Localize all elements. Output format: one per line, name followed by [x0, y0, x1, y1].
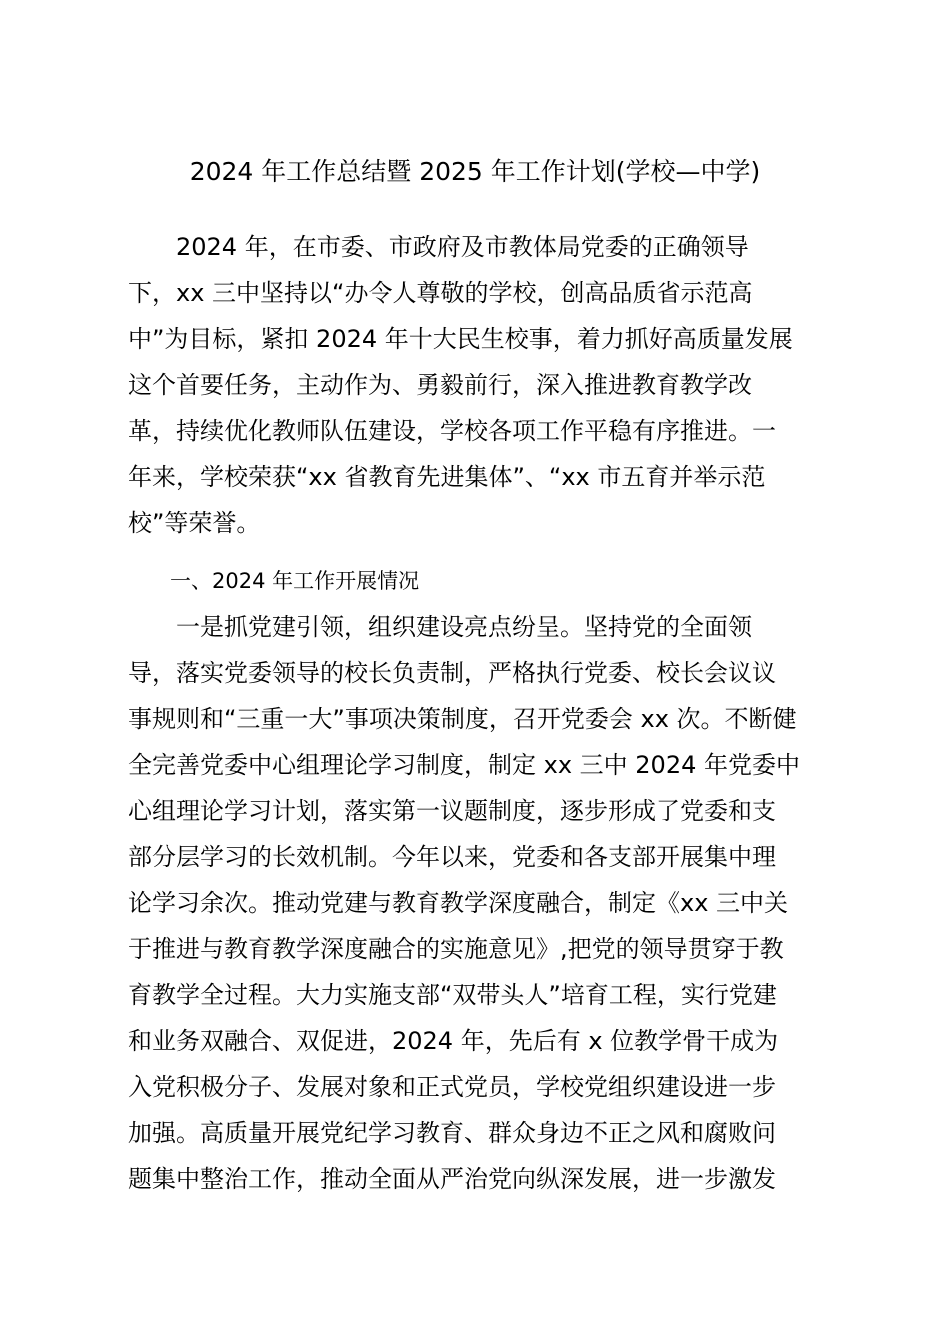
intro-line: 校”等荣誉。 — [128, 509, 261, 537]
section-line: 全完善党委中心组理论学习制度，制定 xx 三中 2024 年党委中 — [128, 751, 800, 779]
intro-line: 这个首要任务，主动作为、勇毅前行，深入推进教育教学改 — [128, 371, 752, 399]
intro-line: 年来，学校荣获“xx 省教育先进集体”、“xx 市五育并举示范 — [128, 463, 766, 491]
section-line: 于推进与教育教学深度融合的实施意见》,把党的领导贯穿于教 — [128, 935, 784, 963]
intro-line: 下，xx 三中坚持以“办令人尊敬的学校，创高品质省示范高 — [128, 279, 753, 307]
section-line: 一是抓党建引领，组织建设亮点纷呈。坚持党的全面领 — [128, 613, 752, 641]
section-line: 题集中整治工作，推动全面从严治党向纵深发展，进一步激发 — [128, 1165, 776, 1193]
section-line: 和业务双融合、双促进，2024 年，先后有 x 位教学骨干成为 — [128, 1027, 779, 1055]
section-line: 加强。高质量开展党纪学习教育、群众身边不正之风和腐败问 — [128, 1119, 776, 1147]
intro-line: 中”为目标，紧扣 2024 年十大民生校事，着力抓好高质量发展 — [128, 325, 793, 353]
section-line: 部分层学习的长效机制。今年以来，党委和各支部开展集中理 — [128, 843, 776, 871]
document-body — [128, 224, 832, 1202]
intro-line: 革，持续优化教师队伍建设，学校各项工作平稳有序推进。一 — [128, 417, 776, 445]
section-line: 论学习余次。推动党建与教育教学深度融合，制定《xx 三中关 — [128, 889, 789, 917]
section-line: 导，落实党委领导的校长负责制，严格执行党委、校长会议议 — [128, 659, 776, 687]
section-line: 事规则和“三重一大”事项决策制度，召开党委会 xx 次。不断健 — [128, 705, 797, 733]
section-line: 心组理论学习计划，落实第一议题制度，逐步形成了党委和支 — [128, 797, 776, 825]
section-heading: 一、2024 年工作开展情况 — [128, 569, 420, 593]
intro-line: 2024 年，在市委、市政府及市教体局党委的正确领导 — [128, 233, 749, 261]
section-line: 育教学全过程。大力实施支部“双带头人”培育工程，实行党建 — [128, 981, 777, 1009]
section-line: 入党积极分子、发展对象和正式党员，学校党组织建设进一步 — [128, 1073, 776, 1101]
document-title: 2024 年工作总结暨 2025 年工作计划(学校—中学) — [189, 157, 761, 186]
